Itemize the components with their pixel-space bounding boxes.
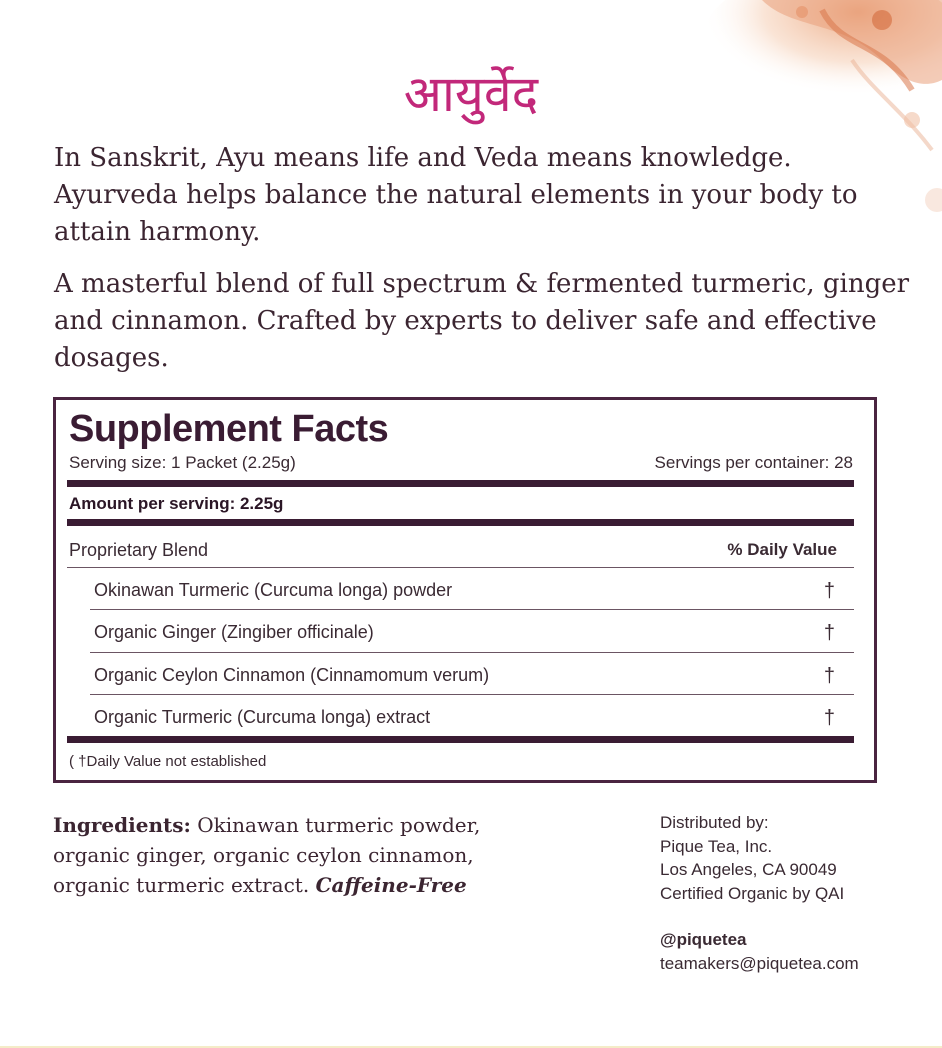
ingredients-label: Ingredients: bbox=[53, 813, 191, 837]
ayurveda-heading: आयुर्वेद bbox=[403, 65, 539, 123]
company-address: Los Angeles, CA 90049 bbox=[660, 860, 837, 879]
certification: Certified Organic by QAI bbox=[660, 883, 845, 903]
social-handle: @piquetea bbox=[660, 930, 747, 949]
ingredient-daily-value: † bbox=[823, 665, 835, 687]
ingredient-name: Organic Turmeric (Curcuma longa) extract bbox=[94, 707, 431, 727]
amount-per-serving: Amount per serving: 2.25g bbox=[69, 494, 284, 513]
divider bbox=[90, 694, 854, 695]
ingredients-statement bbox=[53, 810, 553, 900]
ingredient-row bbox=[94, 570, 854, 610]
ingredient-name: Okinawan Turmeric (Curcuma longa) powder bbox=[94, 580, 453, 600]
proprietary-blend-label: Proprietary Blend bbox=[69, 540, 209, 560]
serving-size: Serving size: 1 Packet (2.25g) bbox=[69, 453, 296, 472]
ingredient-row bbox=[94, 655, 854, 695]
divider-thick bbox=[67, 519, 854, 526]
servings-per-container: Servings per container: 28 bbox=[654, 453, 853, 472]
distributed-by-label: Distributed by: bbox=[660, 813, 769, 832]
supplement-facts-panel bbox=[53, 397, 877, 783]
ingredient-daily-value: † bbox=[823, 622, 835, 644]
ingredient-row bbox=[94, 612, 854, 652]
divider bbox=[67, 567, 854, 568]
contact-email: teamakers@piquetea.com bbox=[660, 953, 859, 973]
ingredient-daily-value: † bbox=[823, 707, 835, 729]
distributor-info bbox=[660, 811, 920, 975]
intro-paragraph-meaning: In Sanskrit, Ayu means life and Veda means knowledge. Ayurveda helps balance the natural elements in your body to attain harmony. bbox=[54, 143, 858, 247]
divider-thick bbox=[67, 736, 854, 743]
ingredients-text: Okinawan turmeric powder, organic ginger, organic ceylon cinnamon, organic turmeric extract. bbox=[53, 813, 481, 897]
divider bbox=[90, 609, 854, 610]
intro-paragraph-blend: A masterful blend of full spectrum & fermented turmeric, ginger and cinnamon. Crafted by experts to deliver safe and effective dosages. bbox=[54, 269, 910, 373]
ingredient-daily-value: † bbox=[823, 580, 835, 602]
caffeine-free-label: Caffeine-Free bbox=[315, 873, 467, 897]
divider bbox=[90, 652, 854, 653]
daily-value-footnote: ( †Daily Value not established bbox=[69, 753, 267, 770]
supplement-facts-title: Supplement Facts bbox=[69, 408, 389, 450]
daily-value-header: % Daily Value bbox=[727, 540, 837, 559]
ingredient-row bbox=[94, 697, 854, 737]
ingredient-name: Organic Ginger (Zingiber officinale) bbox=[94, 622, 374, 642]
ingredient-name: Organic Ceylon Cinnamon (Cinnamomum verum) bbox=[94, 665, 490, 685]
divider-thick bbox=[67, 480, 854, 487]
company-name: Pique Tea, Inc. bbox=[660, 836, 773, 856]
